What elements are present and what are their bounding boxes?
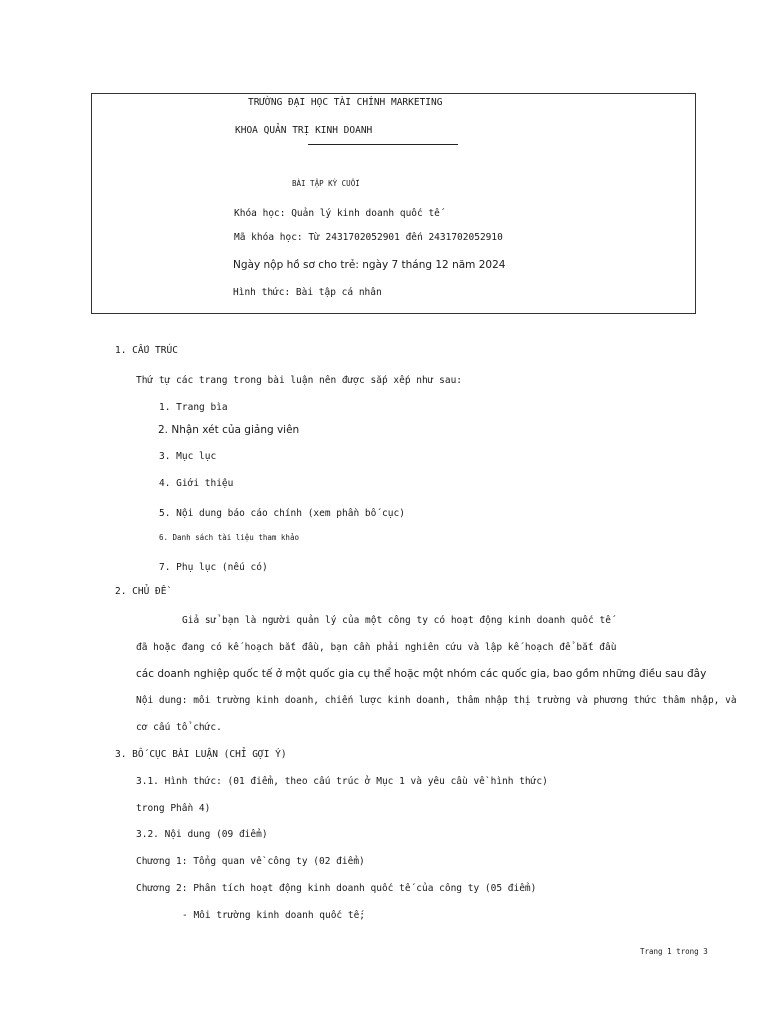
paragraph-line: đã hoặc đang có kế hoạch bắt đầu, bạn cần phải nghiên cứu và lập kế hoạch để bắt đầu xyxy=(136,642,617,653)
assignment-format: Hình thức: Bài tập cá nhân xyxy=(233,287,382,298)
university-name: TRƯỜNG ĐẠI HỌC TÀI CHÍNH MARKETING xyxy=(248,97,443,108)
list-item: 5. Nội dung báo cáo chính (xem phần bố cục) xyxy=(159,508,405,519)
section3-heading: 3. BỐ CỤC BÀI LUẬN (CHỈ GỢI Ý) xyxy=(115,749,287,760)
paragraph-line: Nội dung: môi trường kinh doanh, chiến lược kinh doanh, thâm nhập thị trường và phương thức thâm nhập, và xyxy=(136,695,737,706)
deadline: Ngày nộp hồ sơ cho trẻ: ngày 7 tháng 12 năm 2024 xyxy=(233,259,506,271)
paragraph-line: cơ cấu tổ chức. xyxy=(136,722,222,733)
paragraph-line: trong Phần 4) xyxy=(136,803,211,814)
list-item: 1. Trang bìa xyxy=(159,402,228,413)
list-item: 3. Mục lục xyxy=(159,451,217,462)
list-item: 2. Nhận xét của giảng viên xyxy=(158,424,300,436)
paragraph-line: Chương 1: Tổng quan về công ty (02 điểm) xyxy=(136,856,365,867)
list-item: 4. Giới thiệu xyxy=(159,478,234,489)
paragraph-line: Chương 2: Phân tích hoạt động kinh doanh quốc tế của công ty (05 điểm) xyxy=(136,883,537,894)
section1-intro: Thứ tự các trang trong bài luận nên được sắp xếp như sau: xyxy=(136,375,463,386)
cover-header-box xyxy=(91,93,696,314)
assignment-title: BÀI TẬP KỲ CUỐI xyxy=(292,179,360,188)
paragraph-line: các doanh nghiệp quốc tế ở một quốc gia cụ thể hoặc một nhóm các quốc gia, bao gồm những điều sau đây xyxy=(136,668,707,680)
section2-heading: 2. CHỦ ĐỀ xyxy=(115,586,167,597)
paragraph-line: 3.2. Nội dung (09 điểm) xyxy=(136,829,268,840)
section1-heading: 1. CẤU TRÚC xyxy=(115,345,178,356)
list-item: 6. Danh sách tài liệu tham khảo xyxy=(159,533,299,542)
faculty-underline xyxy=(308,144,458,145)
faculty-name: KHOA QUẢN TRỊ KINH DOANH xyxy=(235,125,373,136)
page-number: Trang 1 trong 3 xyxy=(640,947,708,956)
course-name: Khóa học: Quản lý kinh doanh quốc tế xyxy=(234,208,440,219)
paragraph-line: - Môi trường kinh doanh quốc tế; xyxy=(182,910,366,921)
course-code: Mã khóa học: Từ 2431702052901 đến 2431702052910 xyxy=(234,232,503,243)
list-item: 7. Phụ lục (nếu có) xyxy=(159,562,268,573)
paragraph-line: 3.1. Hình thức: (01 điểm, theo cấu trúc ở Mục 1 và yêu cầu về hình thức) xyxy=(136,776,548,787)
paragraph-line: Giả sử bạn là người quản lý của một công ty có hoạt động kinh doanh quốc tế xyxy=(182,615,611,626)
